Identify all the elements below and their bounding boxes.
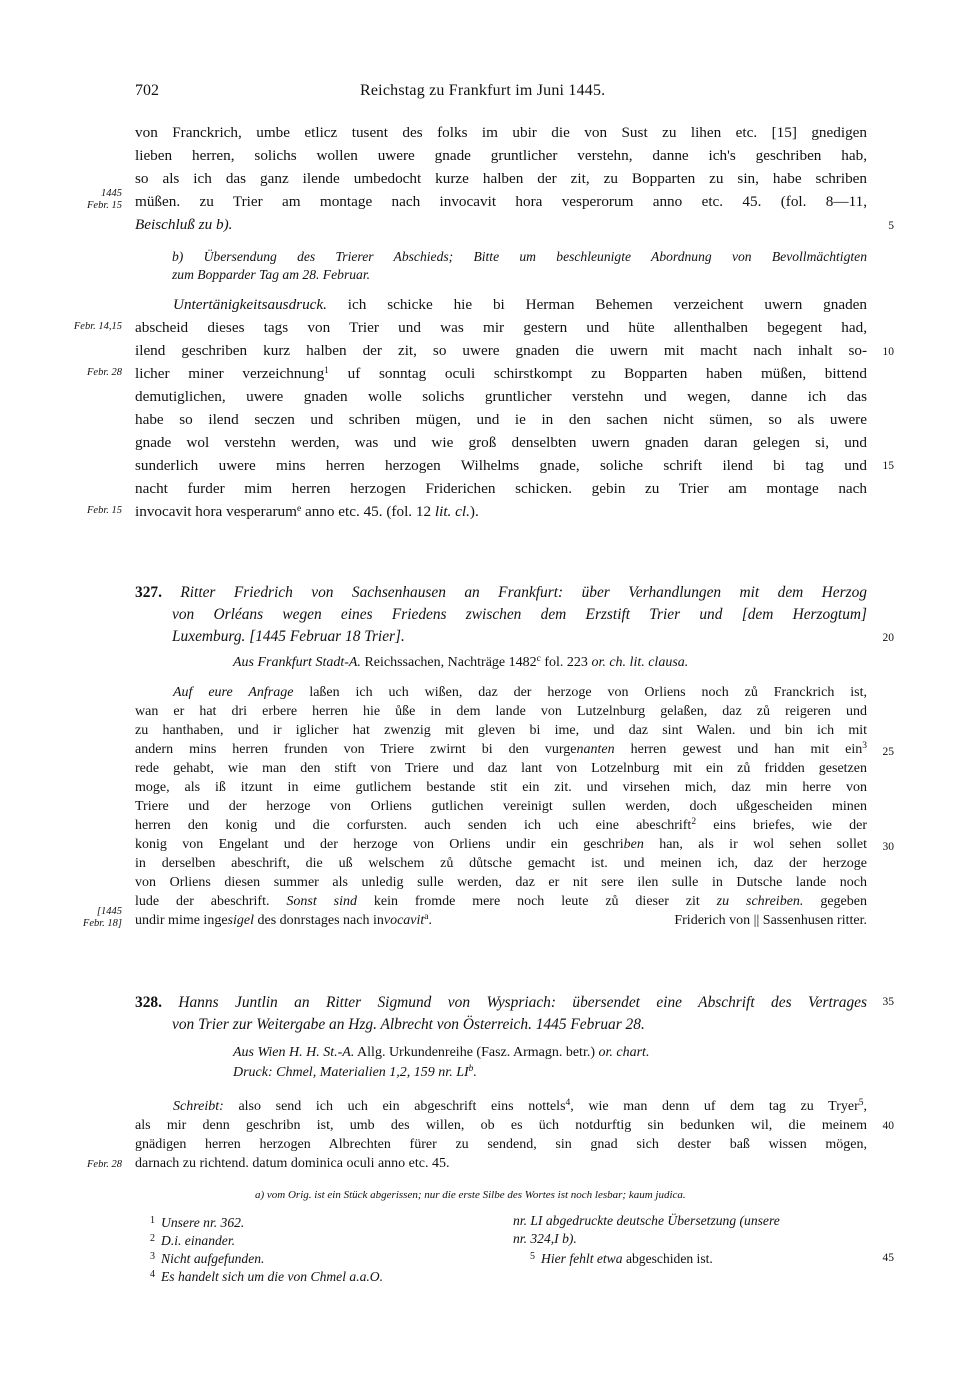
text-line: Triere und der herzoge von Orliens gutlichen vereinigt sullen werden, doch ußgescheiden minen (135, 799, 867, 814)
text-line: Auf eure Anfrage laßen ich uch wißen, daz der herzoge von Orliens noch zů Franckrich ist, (173, 685, 867, 700)
document-heading: von Orléans wegen eines Friedens zwischen dem Erzstift Trier und [dem Herzogtum] (172, 606, 867, 623)
text-line: invocavit hora vesperarum$^e$ anno etc. 45. (fol. 12 lit. cl.). (135, 503, 479, 520)
text-line: konig von Engelant und der herzoge von Orliens undir ein geschriben han, als ir wol sehen sollet (135, 837, 867, 852)
line-number: 10 (882, 346, 894, 358)
text-line: wan er hat dri erbere herren hie ůße in dem lande von Lutzelnburg gelaßen, daz zů reigeren und (135, 704, 867, 719)
line-number: 45 (882, 1252, 894, 1264)
text-line: licher miner verzeichnung$^1$ uf sonntag oculi schirstkompt zu Bopparten haben müßen, bittend (135, 365, 867, 382)
print-reference: Druck: Chmel, Materialien 1,2, 159 nr. $LI^b$. (233, 1064, 477, 1080)
text-line: gnädigen herren herzogen Albrechten fürer zu sendend, sin gnad sich dester baß wissen mögen, (135, 1137, 867, 1152)
footnote: $^1$ Unsere nr. 362. (150, 1215, 245, 1230)
document-heading: von Trier zur Weitergabe an Hzg. Albrecht von Österreich. 1445 Februar 28. (172, 1016, 645, 1033)
line-number: 20 (882, 632, 894, 644)
section-note: zum Bopparder Tag am 28. Februar. (172, 267, 371, 282)
text-line: herren den konig und die corfursten. auch senden ich uch eine abeschrift$^2$ eins briefes, wie der (135, 817, 868, 833)
text-line: als mir denn geschribn ist, umb des willen, ob es üch notdurftig sin bedunken wil, die meinem (135, 1118, 867, 1133)
text-line: ilend geschriben kurz halben der zit, so uwere gnaden die uwern mit macht nach inhalt so- (135, 342, 867, 359)
text-line: habe so ilend seczen und schriben mügen, und ie in den sachen nicht sümen, so als uwere (135, 411, 867, 428)
document-heading: 328. Hanns Juntlin an Ritter Sigmund von Wyspriach: übersendet eine Abschrift des Vertrages (135, 994, 867, 1011)
footnote: $^3$ Nicht aufgefunden. (150, 1251, 265, 1266)
page-number: 702 (135, 82, 159, 99)
text-line: von Orliens diesen summer als unledig sulle werden, daz er nit sere ilen sulle in Dutsche lande noch (135, 875, 867, 890)
footnote-continuation: nr. 324,I b). (513, 1231, 577, 1246)
text-line: Untertänigkeitsausdruck. ich schicke hie bi Herman Behemen verzeichent uwern gnaden (173, 296, 867, 313)
document-heading: 327. Ritter Friedrich von Sachsenhausen an Frankfurt: über Verhandlungen mit dem Herzog (135, 584, 868, 601)
signature-line: Friderich von || Sassenhusen ritter. (674, 913, 867, 928)
text-line: von Franckrich, umbe etlicz tusent des folks im ubir die von Sust zu lihen etc. [15] gnedigen (135, 124, 867, 141)
footnote: $^2$ D.i. einander. (150, 1233, 236, 1248)
running-title: Reichstag zu Frankfurt im Juni 1445. (360, 82, 606, 99)
section-note: b) Übersendung des Trierer Abschieds; Bitte um beschleunigte Abordnung von Bevollmächtigten (172, 249, 867, 264)
source-line: Aus Frankfurt Stadt-A. Reichssachen, Nachträge 1482$^c$ fol. 223 or. ch. lit. clausa. (233, 654, 689, 670)
footnote: $^4$ Es handelt sich um die von Chmel a.a.O. (150, 1269, 384, 1284)
text-line: abscheid dieses tags von Trier und was mir gestern und hüte allenthalben begegent had, (135, 319, 867, 336)
text-line: darnach zu richtend. datum dominica oculi anno etc. 45. (135, 1156, 450, 1171)
footnote: $^5$ Hier fehlt etwa abgeschiden ist. (530, 1251, 713, 1266)
running-header (135, 82, 865, 106)
text-line: lude der abeschrift. Sonst sind kein fromde mere noch leute zů dieser zit zu schreiben. gegeben (135, 894, 867, 909)
line-number: 15 (882, 460, 894, 472)
line-number: 5 (888, 220, 894, 232)
text-line: so als ich das ganz ilende umbedocht kurze halben der zit, zu Bopparten zu sin, habe schriben (135, 170, 867, 187)
line-number: 30 (882, 841, 894, 853)
line-number: 25 (882, 746, 894, 758)
text-line: in derselben abeschrift, die uß welschem zů důtsche gemacht ist. und meinen ich, daz der herzoge (135, 856, 867, 871)
text-line: demutiglichen, uwere gnaden wolle solichs gruntlicher verstehn und wegen, danne ich das (135, 388, 867, 405)
text-line: Beischluß zu b). (135, 216, 233, 233)
margin-date: Febr. 14,15 (73, 321, 122, 332)
text-line: lieben herren, solichs wollen uwere gnade gruntlicher verstehn, danne ich's geschriben hab, (135, 147, 867, 164)
margin-date: Febr. 28 (87, 367, 122, 378)
text-line: rede gehabt, wie man den stift von Triere und daz lant von Lotzelnburg mit ein zů fridden gesetzen (135, 761, 867, 776)
footnote-continuation: nr. LI abgedruckte deutsche Übersetzung (unsere (513, 1213, 780, 1228)
text-line: undir mime ingesigel des donrstages nach invocavit$^a$. (135, 912, 432, 928)
text-line: moge, als iß itzunt in eime gutlichem bestande stit ein zit. und virsehen mich, daz min herre von (135, 780, 867, 795)
text-line: gnade wol verstehn werden, was und wie groß denselbten uwern gnaden daran gelegen si, und (135, 434, 867, 451)
line-number: 40 (882, 1120, 894, 1132)
document-heading: Luxemburg. [1445 Februar 18 Trier]. (172, 628, 405, 645)
text-line: andern mins herren frunden von Triere zwirnt bi den vurgenanten herren gewest und han mit ein$^3$ (135, 741, 867, 757)
text-line: zu hanthaben, und ir iglicher hat zwenzig mit gleven bi ime, und daz sint Walen. und bin ich mit (135, 723, 867, 738)
line-number: 35 (882, 996, 894, 1008)
margin-date: Febr. 28 (87, 1159, 122, 1170)
text-line: müßen. zu Trier am montage nach invocavit hora vesperorum anno etc. 45. (fol. 8—11, (135, 193, 867, 210)
text-line: Schreibt: also send ich uch ein abgeschrift eins nottels$^4$, wie man denn uf dem tag zu Tryer$^5$, (173, 1098, 867, 1114)
source-line: Aus Wien H. H. St.-A. Allg. Urkundenreihe (Fasz. Armagn. betr.) or. chart. (233, 1045, 650, 1060)
margin-date: 1445 Febr. 15 (87, 188, 122, 211)
margin-date: Febr. 15 (87, 505, 122, 516)
footnote-a: a) vom Orig. ist ein Stück abgerissen; nur die erste Silbe des Wortes ist noch lesbar; kaum judica. (255, 1189, 686, 1201)
margin-date: [1445 Febr. 18] (82, 906, 122, 929)
text-line: nacht furder mim herren herzogen Friderichen schicken. gebin zu Trier am montage nach (135, 480, 867, 497)
text-line: sunderlich uwere mins herren herzogen Wilhelms gnade, soliche schrift ilend bi tag und (135, 457, 867, 474)
